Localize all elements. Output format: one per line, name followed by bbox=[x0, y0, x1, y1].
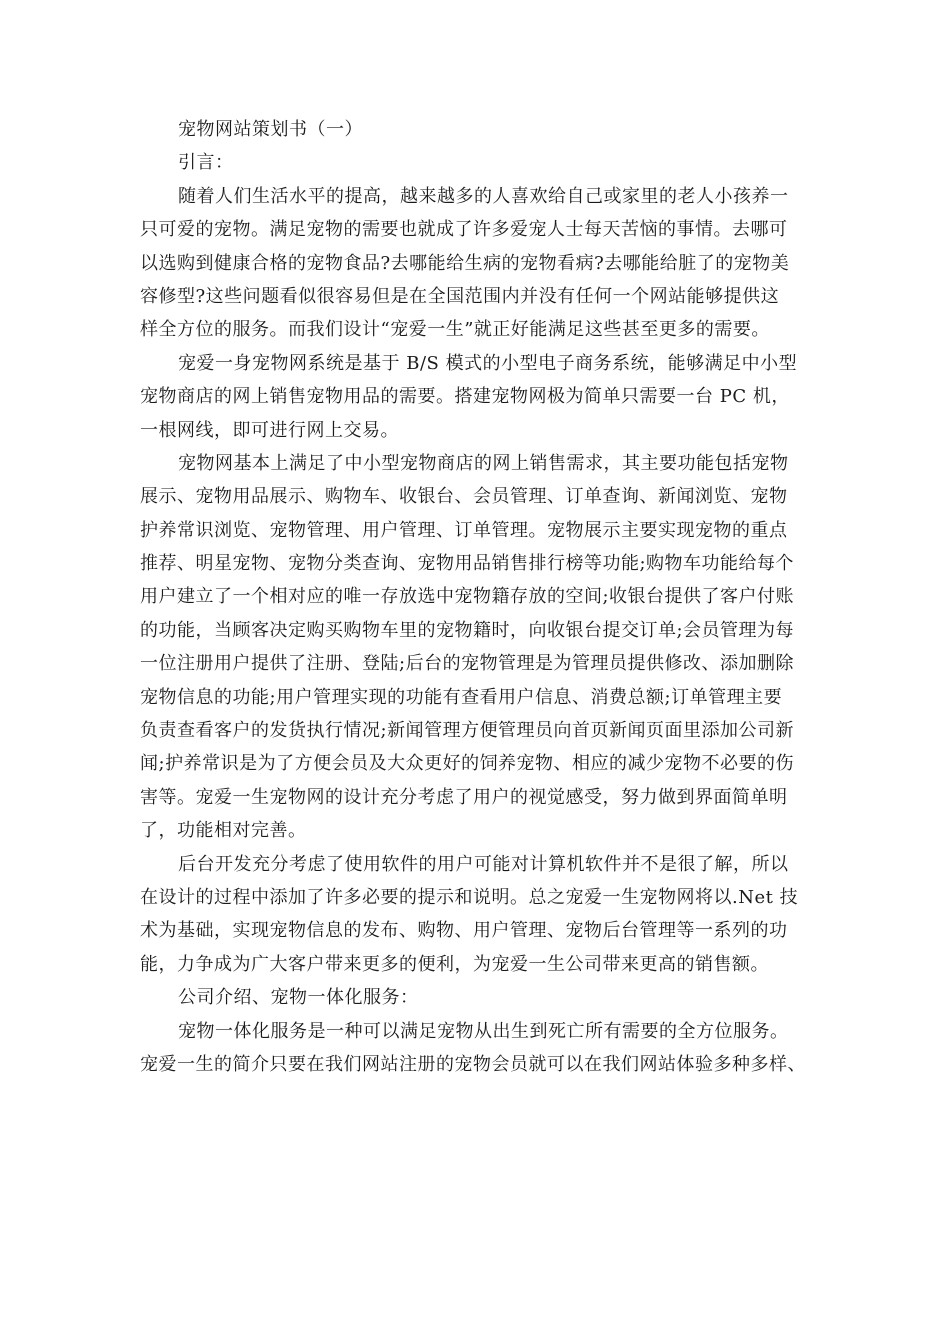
text-line: 以选购到健康合格的宠物食品?去哪能给生病的宠物看病?去哪能给脏了的宠物美 bbox=[140, 252, 790, 274]
text-line: 宠物网基本上满足了中小型宠物商店的网上销售需求，其主要功能包括宠物 bbox=[178, 452, 789, 474]
text-line: 一根网线，即可进行网上交易。 bbox=[140, 419, 399, 441]
text-line: 引言： bbox=[178, 152, 234, 174]
text-line: 推荐、明星宠物、宠物分类查询、宠物用品销售排行榜等功能;购物车功能给每个 bbox=[140, 553, 795, 575]
text-line: 闻;护养常识是为了方便会员及大众更好的饲养宠物、相应的减少宠物不必要的伤 bbox=[140, 753, 795, 775]
text-line: 样全方位的服务。而我们设计“宠爱一生”就正好能满足这些甚至更多的需要。 bbox=[140, 319, 770, 341]
text-line: 宠爱一身宠物网系统是基于 B/S 模式的小型电子商务系统，能够满足中小型 bbox=[178, 352, 798, 374]
text-line: 害等。宠爱一生宠物网的设计充分考虑了用户的视觉感受，努力做到界面简单明 bbox=[140, 786, 788, 808]
text-line: 在设计的过程中添加了许多必要的提示和说明。总之宠爱一生宠物网将以.Net 技 bbox=[140, 886, 799, 908]
document-body bbox=[140, 113, 830, 1081]
text-line: 一位注册用户提供了注册、登陆;后台的宠物管理是为管理员提供修改、添加删除 bbox=[140, 653, 795, 675]
text-line: 宠物网站策划书（一） bbox=[178, 119, 363, 140]
text-line: 公司介绍、宠物一体化服务： bbox=[178, 987, 419, 1009]
text-line: 护养常识浏览、宠物管理、用户管理、订单管理。宠物展示主要实现宠物的重点 bbox=[140, 519, 788, 541]
text-line: 了，功能相对完善。 bbox=[140, 820, 307, 842]
text-line: 宠物商店的网上销售宠物用品的需要。搭建宠物网极为简单只需要一台 PC 机， bbox=[140, 386, 790, 408]
text-line: 宠物信息的功能;用户管理实现的功能有查看用户信息、消费总额;订单管理主要 bbox=[140, 686, 783, 708]
text-line: 能，力争成为广大客户带来更多的便利，为宠爱一生公司带来更高的销售额。 bbox=[140, 953, 769, 975]
text-line: 的功能，当顾客决定购买购物车里的宠物籍时，向收银台提交订单;会员管理为每 bbox=[140, 619, 795, 641]
text-line: 宠物一体化服务是一种可以满足宠物从出生到死亡所有需要的全方位服务。 bbox=[178, 1020, 789, 1042]
text-line: 用户建立了一个相对应的唯一存放选中宠物籍存放的空间;收银台提供了客户付账 bbox=[140, 586, 795, 608]
text-line: 宠爱一生的简介只要在我们网站注册的宠物会员就可以在我们网站体验多种多样、 bbox=[140, 1053, 806, 1075]
text-line: 容修型?这些问题看似很容易但是在全国范围内并没有任何一个网站能够提供这 bbox=[140, 285, 780, 307]
text-line: 术为基础，实现宠物信息的发布、购物、用户管理、宠物后台管理等一系列的功 bbox=[140, 920, 788, 942]
text-line: 只可爱的宠物。满足宠物的需要也就成了许多爱宠人士每天苦恼的事情。去哪可 bbox=[140, 219, 788, 241]
text-line: 展示、宠物用品展示、购物车、收银台、会员管理、订单查询、新闻浏览、宠物 bbox=[140, 486, 788, 508]
text-line: 负责查看客户的发货执行情况;新闻管理方便管理员向首页新闻页面里添加公司新 bbox=[140, 720, 795, 742]
text-line: 随着人们生活水平的提高，越来越多的人喜欢给自己或家里的老人小孩养一 bbox=[178, 185, 789, 207]
text-line: 后台开发充分考虑了使用软件的用户可能对计算机软件并不是很了解，所以 bbox=[178, 853, 789, 875]
